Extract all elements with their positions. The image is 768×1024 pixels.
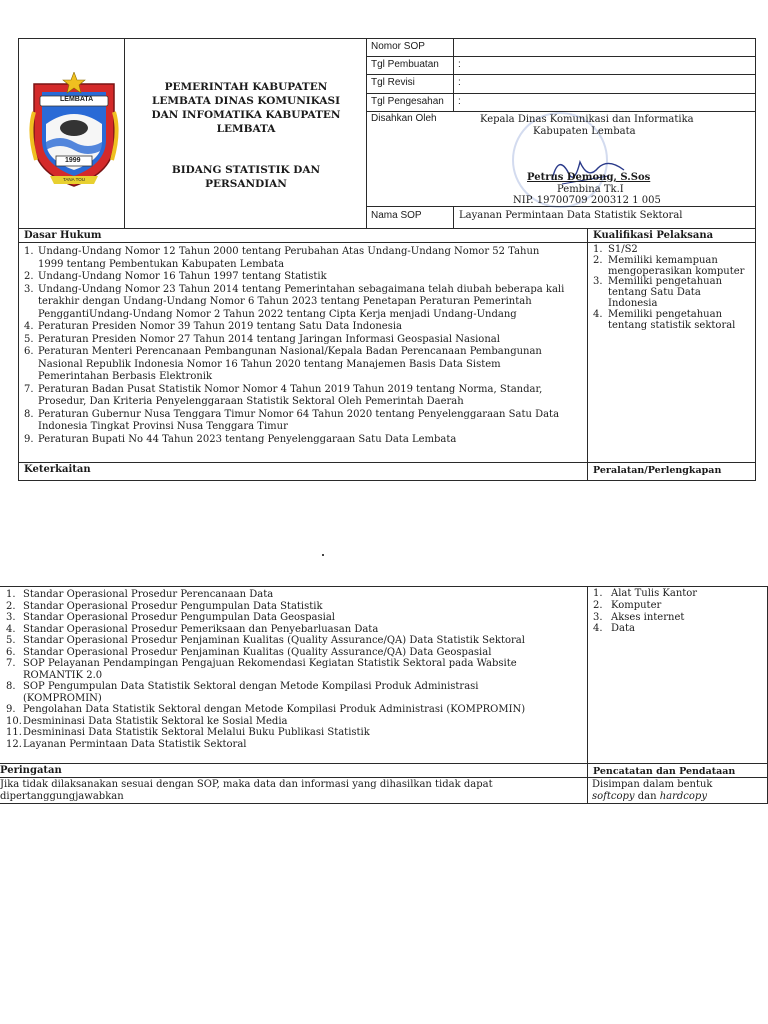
- keterkaitan-item: [6, 716, 586, 728]
- org-title-line3: DAN INFOMATIKA KABUPATEN: [151, 109, 341, 121]
- kualifikasi-item-text: Memiliki pengetahuan: [608, 308, 723, 320]
- peralatan-item-number: 4.: [593, 623, 603, 635]
- kualifikasi-item: [593, 310, 753, 332]
- keterkaitan-item: [6, 624, 586, 636]
- dasar-hukum-item-text: Peraturan Menteri Perencanaan Pembangunan Nasional/Kepala Badan Perencanaan Pembangunan: [38, 346, 542, 357]
- keterkaitan-item-text: Desmininasi Data Statistik Sektoral Melalui Buku Publikasi Statistik: [23, 727, 370, 738]
- dasar-hukum-item-text: 1999 tentang Pembentukan Kabupaten Lembata: [38, 258, 285, 270]
- dasar-hukum-item: [24, 409, 584, 434]
- dan-word: dan: [634, 791, 660, 802]
- keterkaitan-item-text: SOP Pengumpulan Data Statistik Sektoral dengan Metode Kompilasi Produk Administrasi: [23, 681, 479, 692]
- keterkaitan-item: [6, 658, 586, 681]
- dasar-hukum-item-number: 8.: [24, 408, 34, 420]
- keterkaitan-item: [6, 635, 586, 647]
- kualifikasi-item-text: mengoperasikan komputer: [608, 265, 745, 277]
- dasar-hukum-item-text: Undang-Undang Nomor 23 Tahun 2014 tentang Pemerintahan sebagaimana telah diubah beberapa kali: [38, 283, 565, 295]
- keterkaitan-item: [6, 727, 586, 739]
- dasar-hukum-item-number: 7.: [24, 383, 34, 395]
- keterkaitan-item-number: 1.: [6, 589, 16, 600]
- dasar-hukum-item-text: Indonesia Tingkat Provinsi Nusa Tenggara Timur: [38, 421, 288, 432]
- dasar-hukum-item-text: PenggantiUndang-Undang Nomor 2 Tahun 2022 tentang Cipta Kerja menjadi Undang-Undang: [38, 308, 517, 320]
- org-title-line2: LEMBATA DINAS KOMUNIKASI: [151, 95, 341, 107]
- dasar-hukum-item-number: 4.: [24, 321, 34, 332]
- dasar-hukum-item-text: Prosedur, Dan Kriteria Penyelenggaraan Statistik Sektoral Oleh Pemerintah Daerah: [38, 396, 464, 407]
- tgl-pembuatan-colon: :: [458, 59, 461, 70]
- softcopy-term: softcopy: [592, 791, 635, 802]
- peringatan-title: Peringatan: [0, 765, 62, 776]
- bidang-title-line1: BIDANG STATISTIK DAN: [171, 164, 321, 176]
- keterkaitan-item-text: Standar Operasional Prosedur Penjaminan Kualitas (Quality Assurance/QA) Data Statistik Sektoral: [23, 635, 525, 646]
- dasar-hukum-item-text: terakhir dengan Undang-Undang Nomor 6 Tahun 2023 tentang Penetapan Peraturan Pemerintah: [38, 296, 532, 307]
- dasar-hukum-item-text: Peraturan Presiden Nomor 39 Tahun 2019 tentang Satu Data Indonesia: [38, 321, 403, 332]
- approver-nip: NIP. 19700709 200312 1 005: [513, 195, 661, 206]
- kualifikasi-item-text: Memiliki pengetahuan: [608, 276, 723, 288]
- org-title-line4: LEMBATA: [216, 123, 276, 135]
- dasar-hukum-item: [24, 334, 584, 347]
- dasar-hukum-item-number: 1.: [24, 246, 34, 257]
- dasar-hukum-item: [24, 384, 584, 409]
- kualifikasi-item-number: 3.: [593, 276, 603, 288]
- approver-title-line2: Kabupaten Lembata: [533, 126, 636, 137]
- keterkaitan-item-number: 6.: [6, 646, 16, 658]
- peralatan-item-text: Komputer: [611, 599, 662, 611]
- org-title: [130, 80, 362, 136]
- keterkaitan-item: [6, 681, 586, 704]
- nama-sop-value: Layanan Permintaan Data Statistik Sektoral: [459, 210, 683, 221]
- tgl-pembuatan-label: Tgl Pembuatan: [371, 59, 439, 70]
- pencatatan-title: Pencatatan dan Pendataan: [593, 766, 736, 777]
- peralatan-item: [593, 588, 763, 600]
- keterkaitan-item-number: 12.: [6, 738, 22, 750]
- keterkaitan-item-text: Standar Operasional Prosedur Pengumpulan Data Statistik: [23, 600, 323, 612]
- kualifikasi-item-number: 4.: [593, 308, 603, 320]
- kualifikasi-item-text: tentang Satu Data: [608, 287, 701, 299]
- dasar-hukum-item-number: 6.: [24, 346, 34, 357]
- peringatan-text-line1: Jika tidak dilaksanakan sesuai dengan SOP, maka data dan informasi yang dihasilkan tidak dapat: [0, 779, 493, 790]
- keterkaitan-item-number: 7.: [6, 658, 16, 669]
- dasar-hukum-item: [24, 346, 584, 384]
- keterkaitan-item-number: 9.: [6, 704, 16, 715]
- dasar-hukum-item: [24, 246, 584, 271]
- keterkaitan-item-text: Standar Operasional Prosedur Penjaminan Kualitas (Quality Assurance/QA) Data Geospasial: [23, 646, 492, 658]
- keterkaitan-item: [6, 647, 586, 659]
- keterkaitan-item-text: Standar Operasional Prosedur Pemeriksaan dan Penyebarluasan Data: [23, 623, 379, 635]
- scan-speck: [322, 554, 324, 556]
- kualifikasi-item-text: Memiliki kemampuan: [608, 254, 718, 266]
- tgl-pengesahan-colon: :: [458, 96, 461, 107]
- peralatan-item-number: 2.: [593, 599, 603, 611]
- dasar-hukum-item-text: Pemerintahan Berbasis Elektronik: [38, 371, 213, 382]
- tgl-revisi-colon: :: [458, 77, 461, 88]
- dasar-hukum-item-number: 9.: [24, 433, 34, 445]
- peringatan-text-line2: dipertanggungjawabkan: [0, 791, 124, 802]
- peralatan-item: [593, 623, 763, 635]
- nama-sop-label: Nama SOP: [371, 210, 422, 221]
- keterkaitan-item-text: Desmininasi Data Statistik Sektoral ke Sosial Media: [23, 715, 288, 727]
- dasar-hukum-title: Dasar Hukum: [24, 230, 102, 241]
- hardcopy-term: hardcopy: [659, 791, 707, 802]
- dasar-hukum-item: [24, 271, 584, 284]
- peralatan-title: Peralatan/Perlengkapan: [593, 465, 722, 476]
- keterkaitan-item-text: Layanan Permintaan Data Statistik Sektoral: [23, 738, 247, 750]
- kualifikasi-item-number: 2.: [593, 254, 603, 266]
- bidang-title: [130, 163, 362, 191]
- logo-motto: TANA TOU: [63, 177, 86, 182]
- approver-title-line1: Kepala Dinas Komunikasi dan Informatika: [480, 114, 694, 125]
- logo-year: 1999: [65, 157, 81, 164]
- dasar-hukum-item-text: Undang-Undang Nomor 12 Tahun 2000 tentang Perubahan Atas Undang-Undang Nomor 52 Tahun: [38, 246, 540, 257]
- keterkaitan-item-text: SOP Pelayanan Pendampingan Pengajuan Rekomendasi Kegiatan Statistik Sektoral pada Wabsite: [23, 658, 517, 669]
- lembata-emblem-icon: [26, 72, 122, 190]
- keterkaitan-item-number: 8.: [6, 681, 16, 692]
- approver-rank: Pembina Tk.I: [557, 184, 624, 195]
- dasar-hukum-item: [24, 321, 584, 334]
- dasar-hukum-item: [24, 284, 584, 322]
- dasar-hukum-item-number: 2.: [24, 271, 34, 282]
- disahkan-label: Disahkan Oleh: [371, 113, 437, 124]
- peralatan-item: [593, 600, 763, 612]
- keterkaitan-item-text: Standar Operasional Prosedur Perencanaan Data: [23, 589, 274, 600]
- keterkaitan-item-number: 11.: [6, 727, 22, 738]
- kualifikasi-title: Kualifikasi Pelaksana: [593, 230, 714, 241]
- keterkaitan-item-number: 10.: [6, 715, 22, 727]
- keterkaitan-item-number: 5.: [6, 635, 16, 646]
- dasar-hukum-item-text: Nasional Republik Indonesia Nomor 16 Tahun 2020 tentang Manajemen Basis Data Sistem: [38, 358, 501, 370]
- keterkaitan-item: [6, 612, 586, 624]
- bidang-title-line2: PERSANDIAN: [205, 178, 287, 190]
- keterkaitan-item: [6, 601, 586, 613]
- keterkaitan-item: [6, 704, 586, 716]
- lembata-logo: [26, 72, 122, 190]
- keterkaitan-item: [6, 589, 586, 601]
- peralatan-item-number: 3.: [593, 611, 603, 623]
- kualifikasi-item-text: tentang statistik sektoral: [608, 319, 736, 331]
- nomor-sop-label: Nomor SOP: [371, 41, 425, 52]
- keterkaitan-item-text: ROMANTIK 2.0: [23, 669, 103, 681]
- kualifikasi-item: [593, 256, 753, 278]
- peralatan-item-text: Alat Tulis Kantor: [611, 588, 698, 599]
- dasar-hukum-item-number: 3.: [24, 283, 34, 295]
- logo-banner: LEMBATA: [60, 96, 94, 103]
- pencatatan-text-line2: [592, 792, 707, 802]
- pencatatan-text-line1: Disimpan dalam bentuk: [592, 779, 713, 790]
- kualifikasi-item-number: 1.: [593, 244, 603, 255]
- tgl-pengesahan-label: Tgl Pengesahan: [371, 96, 444, 107]
- dasar-hukum-item-text: Undang-Undang Nomor 16 Tahun 1997 tentang Statistik: [38, 271, 327, 282]
- tgl-revisi-label: Tgl Revisi: [371, 77, 415, 88]
- org-title-line1: PEMERINTAH KABUPATEN: [164, 81, 328, 93]
- keterkaitan-item-text: Standar Operasional Prosedur Pengumpulan Data Geospasial: [23, 612, 335, 623]
- peralatan-item-text: Data: [611, 623, 635, 635]
- dasar-hukum-item-text: Peraturan Presiden Nomor 27 Tahun 2014 tentang Jaringan Informasi Geospasial Nasional: [38, 333, 500, 345]
- keterkaitan-item-number: 4.: [6, 623, 16, 635]
- keterkaitan-item-text: Pengolahan Data Statistik Sektoral dengan Metode Kompilasi Produk Administrasi (KOMPROMIN): [23, 704, 526, 715]
- peralatan-item-text: Akses internet: [611, 611, 685, 623]
- keterkaitan-item: [6, 739, 586, 751]
- dasar-hukum-item-text: Peraturan Bupati No 44 Tahun 2023 tentang Penyelenggaraan Satu Data Lembata: [38, 433, 457, 445]
- dasar-hukum-item-number: 5.: [24, 333, 34, 345]
- keterkaitan-item-number: 3.: [6, 612, 16, 623]
- keterkaitan-title: Keterkaitan: [24, 464, 91, 475]
- dasar-hukum-item-text: Peraturan Badan Pusat Statistik Nomor Nomor 4 Tahun 2019 Tahun 2019 tentang Norma, Standar,: [38, 383, 543, 395]
- dasar-hukum-item-text: Peraturan Gubernur Nusa Tenggara Timur Nomor 64 Tahun 2020 tentang Penyelenggaraan Satu Data: [38, 408, 560, 420]
- dasar-hukum-item: [24, 434, 584, 447]
- peralatan-item: [593, 612, 763, 624]
- keterkaitan-item-text: (KOMPROMIN): [23, 692, 102, 704]
- kualifikasi-item-text: S1/S2: [608, 244, 638, 255]
- kualifikasi-item: [593, 277, 753, 309]
- kualifikasi-item-text: Indonesia: [608, 297, 658, 309]
- approver-name: Petrus Demong, S.Sos: [527, 172, 651, 183]
- keterkaitan-item-number: 2.: [6, 600, 16, 612]
- peralatan-item-number: 1.: [593, 588, 603, 599]
